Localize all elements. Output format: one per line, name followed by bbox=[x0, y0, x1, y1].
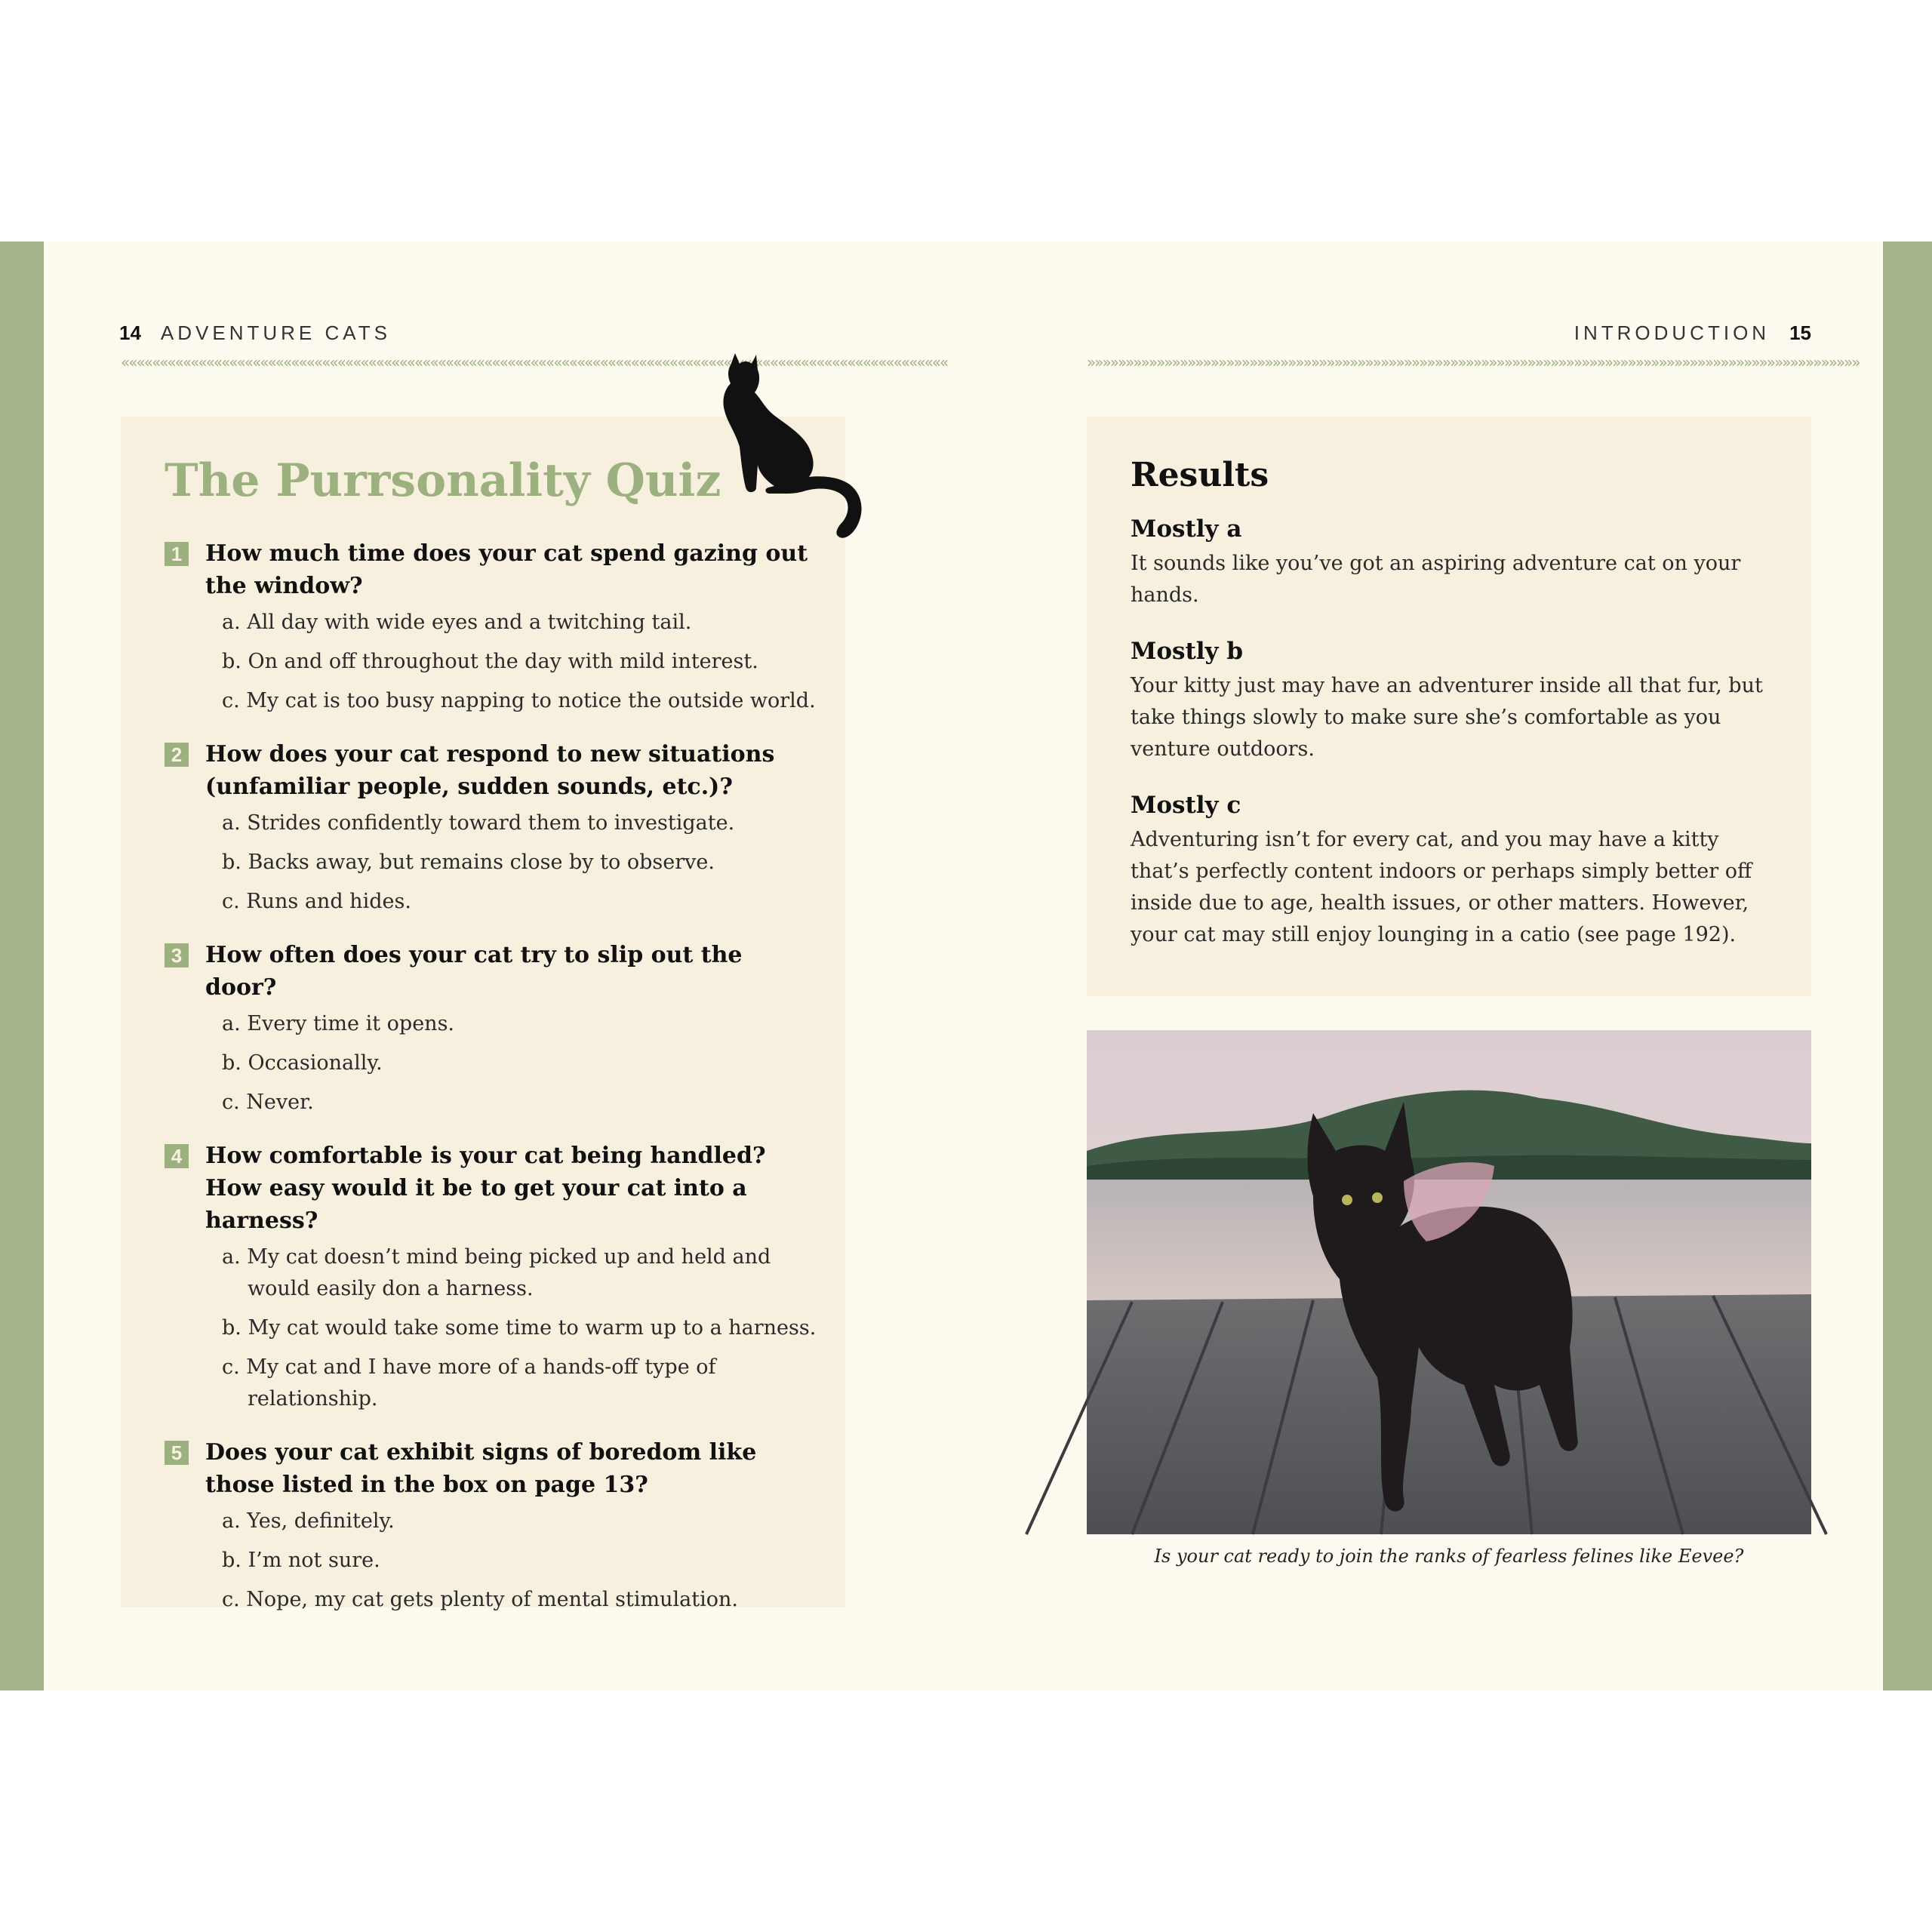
question-text: Does your cat exhibit signs of boredom like those listed in the box on page 13? bbox=[205, 1439, 757, 1498]
cat-silhouette-icon bbox=[717, 347, 875, 540]
answer-option: c. Nope, my cat gets plenty of mental stimulation. bbox=[222, 1588, 738, 1611]
question-number-badge: 1 bbox=[165, 542, 189, 566]
left-running-head bbox=[119, 321, 391, 345]
quiz-title: The Purrsonality Quiz bbox=[165, 454, 721, 507]
question-text: How often does your cat try to slip out the door? bbox=[205, 942, 743, 1001]
quiz-question bbox=[165, 1436, 821, 1616]
book-spread bbox=[0, 242, 1932, 1690]
right-chevron-rule: »»»»»»»»»»»»»»»»»»»»»»»»»»»»»»»»»»»»»»»»»»»»»»»»»»»»»»»»»»»»»»»»»»»»»»»»»»»»»»»»»»»»»»»»»»»»»»»»»»»» bbox=[1087, 353, 1860, 371]
cat-on-dock-photo bbox=[1087, 1030, 1811, 1534]
question-heading bbox=[165, 537, 821, 602]
answer-option: b. Backs away, but remains close by to observe. bbox=[222, 851, 715, 874]
results-title: Results bbox=[1131, 456, 1269, 494]
left-chevron-rule: ««««««««««««««««««««««««««««««««««««««««««««««««««««««««««««««««««««««««««««««««««««««««««««««««««««««««««« bbox=[121, 353, 948, 371]
right-running-title: INTRODUCTION bbox=[1574, 321, 1770, 344]
question-heading bbox=[165, 1140, 821, 1237]
result-item bbox=[1131, 635, 1772, 765]
question-heading bbox=[165, 1436, 821, 1501]
right-page-edge bbox=[1883, 242, 1932, 1690]
answer-option: b. On and off throughout the day with mild interest. bbox=[222, 650, 758, 673]
answer-option: c. My cat and I have more of a hands-off type of relationship. bbox=[222, 1355, 716, 1411]
result-text: Adventuring isn’t for every cat, and you may have a kitty that’s perfectly content indoors or perhaps simply better off inside due to age, health issues, or other matters. However, your cat may still enjoy lounging in a catio (see page 192). bbox=[1131, 828, 1752, 946]
question-heading bbox=[165, 939, 821, 1004]
quiz-question bbox=[165, 1140, 821, 1415]
answer-list bbox=[222, 607, 821, 717]
right-page-number: 15 bbox=[1789, 321, 1811, 344]
question-number-badge: 2 bbox=[165, 743, 189, 767]
question-text: How comfortable is your cat being handled? How easy would it be to get your cat into a harness? bbox=[205, 1143, 766, 1234]
question-number-badge: 3 bbox=[165, 943, 189, 968]
photo-caption: Is your cat ready to join the ranks of fearless felines like Eevee? bbox=[1154, 1546, 1744, 1567]
answer-option: a. Strides confidently toward them to investigate. bbox=[222, 811, 735, 835]
results-list bbox=[1131, 513, 1772, 975]
answer-option: a. All day with wide eyes and a twitching tail. bbox=[222, 611, 692, 634]
quiz-box bbox=[121, 417, 845, 1611]
result-text: It sounds like you’ve got an aspiring adventure cat on your hands. bbox=[1131, 552, 1741, 607]
answer-list bbox=[222, 1008, 821, 1118]
question-number-badge: 5 bbox=[165, 1441, 189, 1465]
quiz-question bbox=[165, 939, 821, 1118]
results-box bbox=[1087, 417, 1811, 996]
result-item bbox=[1131, 513, 1772, 611]
left-page-number: 14 bbox=[119, 321, 141, 344]
quiz-question bbox=[165, 738, 821, 918]
answer-option: c. Runs and hides. bbox=[222, 890, 411, 913]
answer-list bbox=[222, 1506, 821, 1616]
answer-option: a. My cat doesn’t mind being picked up and held and would easily don a harness. bbox=[222, 1245, 771, 1300]
question-number-badge: 4 bbox=[165, 1144, 189, 1168]
left-running-title: ADVENTURE CATS bbox=[160, 321, 391, 344]
result-text: Your kitty just may have an adventurer inside all that fur, but take things slowly to make sure she’s comfortable as you venture outdoors. bbox=[1131, 674, 1763, 761]
answer-option: b. I’m not sure. bbox=[222, 1549, 380, 1572]
result-item bbox=[1131, 789, 1772, 951]
left-page-edge bbox=[0, 242, 44, 1690]
question-text: How much time does your cat spend gazing out the window? bbox=[205, 540, 808, 599]
quiz-question bbox=[165, 537, 821, 717]
answer-option: b. My cat would take some time to warm up to a harness. bbox=[222, 1316, 817, 1340]
question-text: How does your cat respond to new situations (unfamiliar people, sudden sounds, etc.)? bbox=[205, 741, 775, 800]
answer-option: b. Occasionally. bbox=[222, 1051, 383, 1075]
answer-list bbox=[222, 1241, 821, 1415]
result-label: Mostly a bbox=[1131, 515, 1242, 543]
answer-option: a. Every time it opens. bbox=[222, 1012, 455, 1035]
result-label: Mostly b bbox=[1131, 638, 1244, 665]
answer-list bbox=[222, 808, 821, 918]
answer-option: c. Never. bbox=[222, 1091, 314, 1114]
question-heading bbox=[165, 738, 821, 803]
result-label: Mostly c bbox=[1131, 792, 1241, 819]
quiz-questions bbox=[165, 537, 821, 1637]
right-running-head bbox=[1574, 321, 1811, 345]
answer-option: a. Yes, definitely. bbox=[222, 1509, 395, 1533]
answer-option: c. My cat is too busy napping to notice the outside world. bbox=[222, 689, 816, 712]
